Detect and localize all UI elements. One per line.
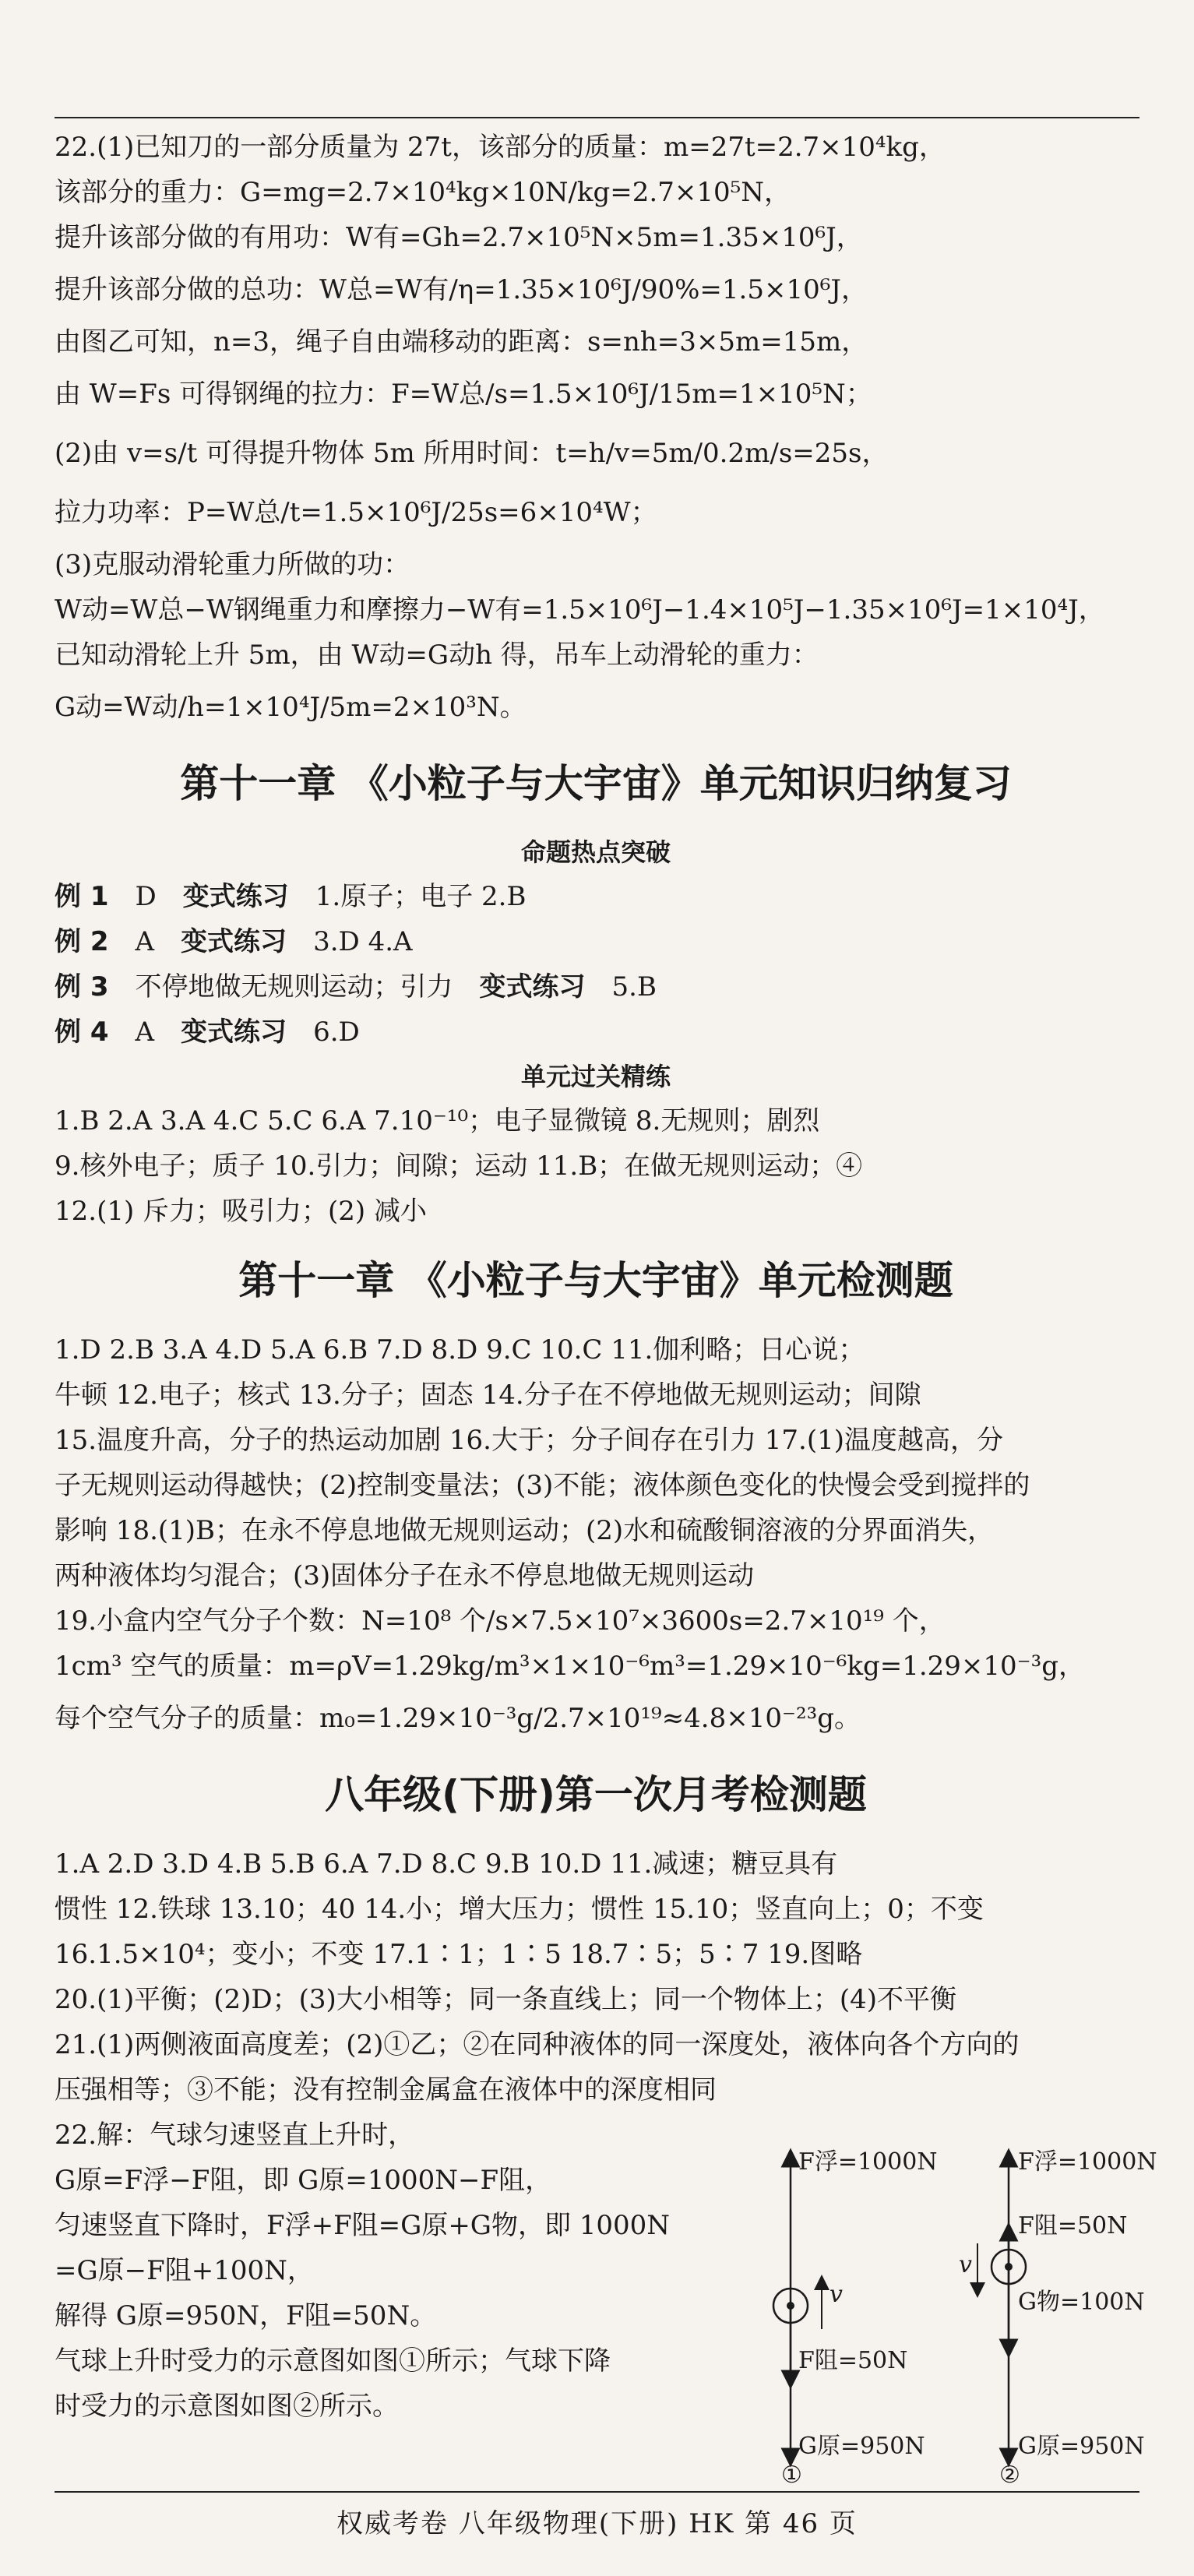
text-line: 1cm³ 空气的质量：m=ρV=1.29kg/m³×1×10⁻⁶m³=1.29×10⁻⁶kg=1.29×10⁻³g， — [55, 1651, 1085, 1682]
example-line — [55, 1010, 1137, 1055]
text-line: 牛顿 12.电子；核式 13.分子；固态 14.分子在不停地做无规则运动；间隙 — [55, 1380, 921, 1411]
figure-1-balloon-rising — [773, 2148, 938, 2489]
fig1-drag-label: F阻=50N — [798, 2347, 908, 2374]
example-label: 例 4 — [55, 1017, 109, 1048]
text-line: 影响 18.(1)B；在永不停息地做无规则运动；(2)水和硫酸铜溶液的分界面消失， — [55, 1515, 995, 1546]
practice-answers: 3.D 4.A — [313, 926, 413, 957]
text-line: W动=W总−W钢绳重力和摩擦力−W有=1.5×10⁶J−1.4×10⁵J−1.35×10⁶J=1×10⁴J， — [55, 594, 1105, 625]
example-answer: A — [135, 926, 155, 957]
section-heading: 第十一章 《小粒子与大宇宙》单元检测题 — [238, 1258, 953, 1303]
text-line: 21.(1)两侧液面高度差；(2)①乙；②在同种液体的同一深度处，液体向各个方向的 — [55, 2029, 1020, 2060]
section-heading: 第十一章 《小粒子与大宇宙》单元知识归纳复习 — [180, 761, 1012, 806]
text-line: 提升该部分做的总功：W总=W有/η=1.35×10⁶J/90%=1.5×10⁶J， — [55, 274, 868, 305]
text-line: 每个空气分子的质量：m₀=1.29×10⁻³g/2.7×10¹⁹≈4.8×10⁻²³g。 — [55, 1703, 861, 1734]
fig2-number: ② — [999, 2461, 1020, 2489]
example-answer: 不停地做无规则运动；引力 — [135, 971, 453, 1003]
text-line: 1.B 2.A 3.A 4.C 5.C 6.A 7.10⁻¹⁰；电子显微镜 8.无规则；剧烈 — [55, 1105, 820, 1136]
text-line: 9.核外电子；质子 10.引力；间隙；运动 11.B；在做无规则运动；④ — [55, 1151, 863, 1182]
text-line: 16.1.5×10⁴；变小；不变 17.1∶1；1∶5 18.7∶5；5∶7 19.图略 — [55, 1939, 863, 1970]
text-line: (2)由 v=s/t 可得提升物体 5m 所用时间：t=h/v=5m/0.2m/s=25s， — [55, 438, 889, 469]
fig2-weight-label: G原=950N — [1018, 2433, 1145, 2460]
text-line: G动=W动/h=1×10⁴J/5m=2×10³N。 — [55, 692, 527, 723]
practice-answers: 5.B — [611, 971, 657, 1003]
practice-answers: 6.D — [313, 1017, 360, 1048]
text-line: 12.(1) 斥力；吸引力；(2) 减小 — [55, 1196, 428, 1227]
text-line: G原=F浮−F阻，即 G原=1000N−F阻， — [55, 2165, 552, 2196]
example-line — [55, 874, 1137, 919]
example-line — [55, 964, 1137, 1010]
text-line: 两种液体均匀混合；(3)固体分子在永不停息地做无规则运动 — [55, 1560, 755, 1591]
page-footer: 权威考卷 八年级物理(下册) HK 第 46 页 — [336, 2508, 858, 2539]
text-line: 解得 G原=950N，F阻=50N。 — [55, 2300, 437, 2331]
text-line: 子无规则运动得越快；(2)控制变量法；(3)不能；液体颜色变化的快慢会受到搅拌的 — [55, 1470, 1030, 1501]
text-line: 惯性 12.铁球 13.10；40 14.小；增大压力；惯性 15.10；竖直向上；0；不变 — [55, 1894, 984, 1925]
force-diagrams — [728, 2146, 1164, 2489]
text-line: 压强相等；③不能；没有控制金属盒在液体中的深度相同 — [55, 2074, 717, 2106]
fig2-velocity-label: v — [959, 2251, 972, 2278]
text-line: 15.温度升高，分子的热运动加剧 16.大于；分子间存在引力 17.(1)温度越高，分 — [55, 1425, 1003, 1456]
section-heading: 八年级(下册)第一次月考检测题 — [325, 1772, 867, 1817]
example-line — [55, 919, 1137, 964]
sub-heading: 单元过关精练 — [520, 1062, 671, 1091]
practice-label: 变式练习 — [182, 881, 289, 912]
text-line: 20.(1)平衡；(2)D；(3)大小相等；同一条直线上；同一个物体上；(4)不平衡 — [55, 1984, 956, 2015]
answer-content — [55, 125, 1137, 2429]
text-line: 1.A 2.D 3.D 4.B 5.B 6.A 7.D 8.C 9.B 10.D 11.减速；糖豆具有 — [55, 1848, 838, 1880]
text-line: 22.解：气球匀速竖直上升时， — [55, 2120, 415, 2151]
text-line: 该部分的重力：G=mg=2.7×10⁴kg×10N/kg=2.7×10⁵N， — [55, 177, 791, 208]
example-label: 例 2 — [55, 926, 109, 957]
example-answer: D — [135, 881, 157, 912]
text-line: 22.(1)已知刀的一部分质量为 27t，该部分的质量：m=27t=2.7×10⁴kg， — [55, 132, 946, 163]
fig2-drag-label: F阻=50N — [1018, 2212, 1128, 2239]
text-line: =G原−F阻+100N， — [55, 2255, 314, 2286]
fig2-buoyancy-label: F浮=1000N — [1018, 2148, 1157, 2176]
text-line: 提升该部分做的有用功：W有=Gh=2.7×10⁵N×5m=1.35×10⁶J， — [55, 222, 863, 253]
practice-label: 变式练习 — [181, 1017, 287, 1048]
practice-label: 变式练习 — [479, 971, 586, 1003]
example-answer: A — [135, 1017, 155, 1048]
figure-2-balloon-descending — [959, 2148, 1157, 2489]
practice-label: 变式练习 — [181, 926, 287, 957]
bottom-rule — [55, 2491, 1139, 2493]
fig1-buoyancy-label: F浮=1000N — [798, 2148, 938, 2176]
fig1-weight-label: G原=950N — [798, 2433, 925, 2460]
text-line: 由图乙可知，n=3，绳子自由端移动的距离：s=nh=3×5m=15m， — [55, 326, 868, 358]
text-line: 19.小盒内空气分子个数：N=10⁸ 个/s×7.5×10⁷×3600s=2.7×10¹⁹ 个， — [55, 1605, 946, 1637]
text-line: 时受力的示意图如图②所示。 — [55, 2391, 399, 2422]
text-line: 匀速竖直下降时，F浮+F阻=G原+G物，即 1000N — [55, 2210, 671, 2241]
text-line: (3)克服动滑轮重力所做的功： — [55, 549, 410, 580]
top-rule — [55, 117, 1139, 118]
text-line: 已知动滑轮上升 5m，由 W动=G动h 得，吊车上动滑轮的重力： — [55, 640, 819, 671]
fig2-object-weight-label: G物=100N — [1018, 2289, 1145, 2316]
text-line: 由 W=Fs 可得钢绳的拉力：F=W总/s=1.5×10⁶J/15m=1×10⁵N； — [55, 379, 872, 410]
example-label: 例 1 — [55, 881, 109, 912]
text-line: 气球上升时受力的示意图如图①所示；气球下降 — [55, 2345, 611, 2377]
fig1-number: ① — [781, 2461, 802, 2489]
example-label: 例 3 — [55, 971, 109, 1003]
sub-heading: 命题热点突破 — [520, 837, 671, 867]
text-line: 1.D 2.B 3.A 4.D 5.A 6.B 7.D 8.D 9.C 10.C 11.伽利略；日心说； — [55, 1334, 865, 1366]
text-line: 拉力功率：P=W总/t=1.5×10⁶J/25s=6×10⁴W； — [55, 497, 657, 528]
practice-answers: 1.原子；电子 2.B — [315, 881, 527, 912]
fig1-velocity-label: v — [829, 2281, 843, 2308]
